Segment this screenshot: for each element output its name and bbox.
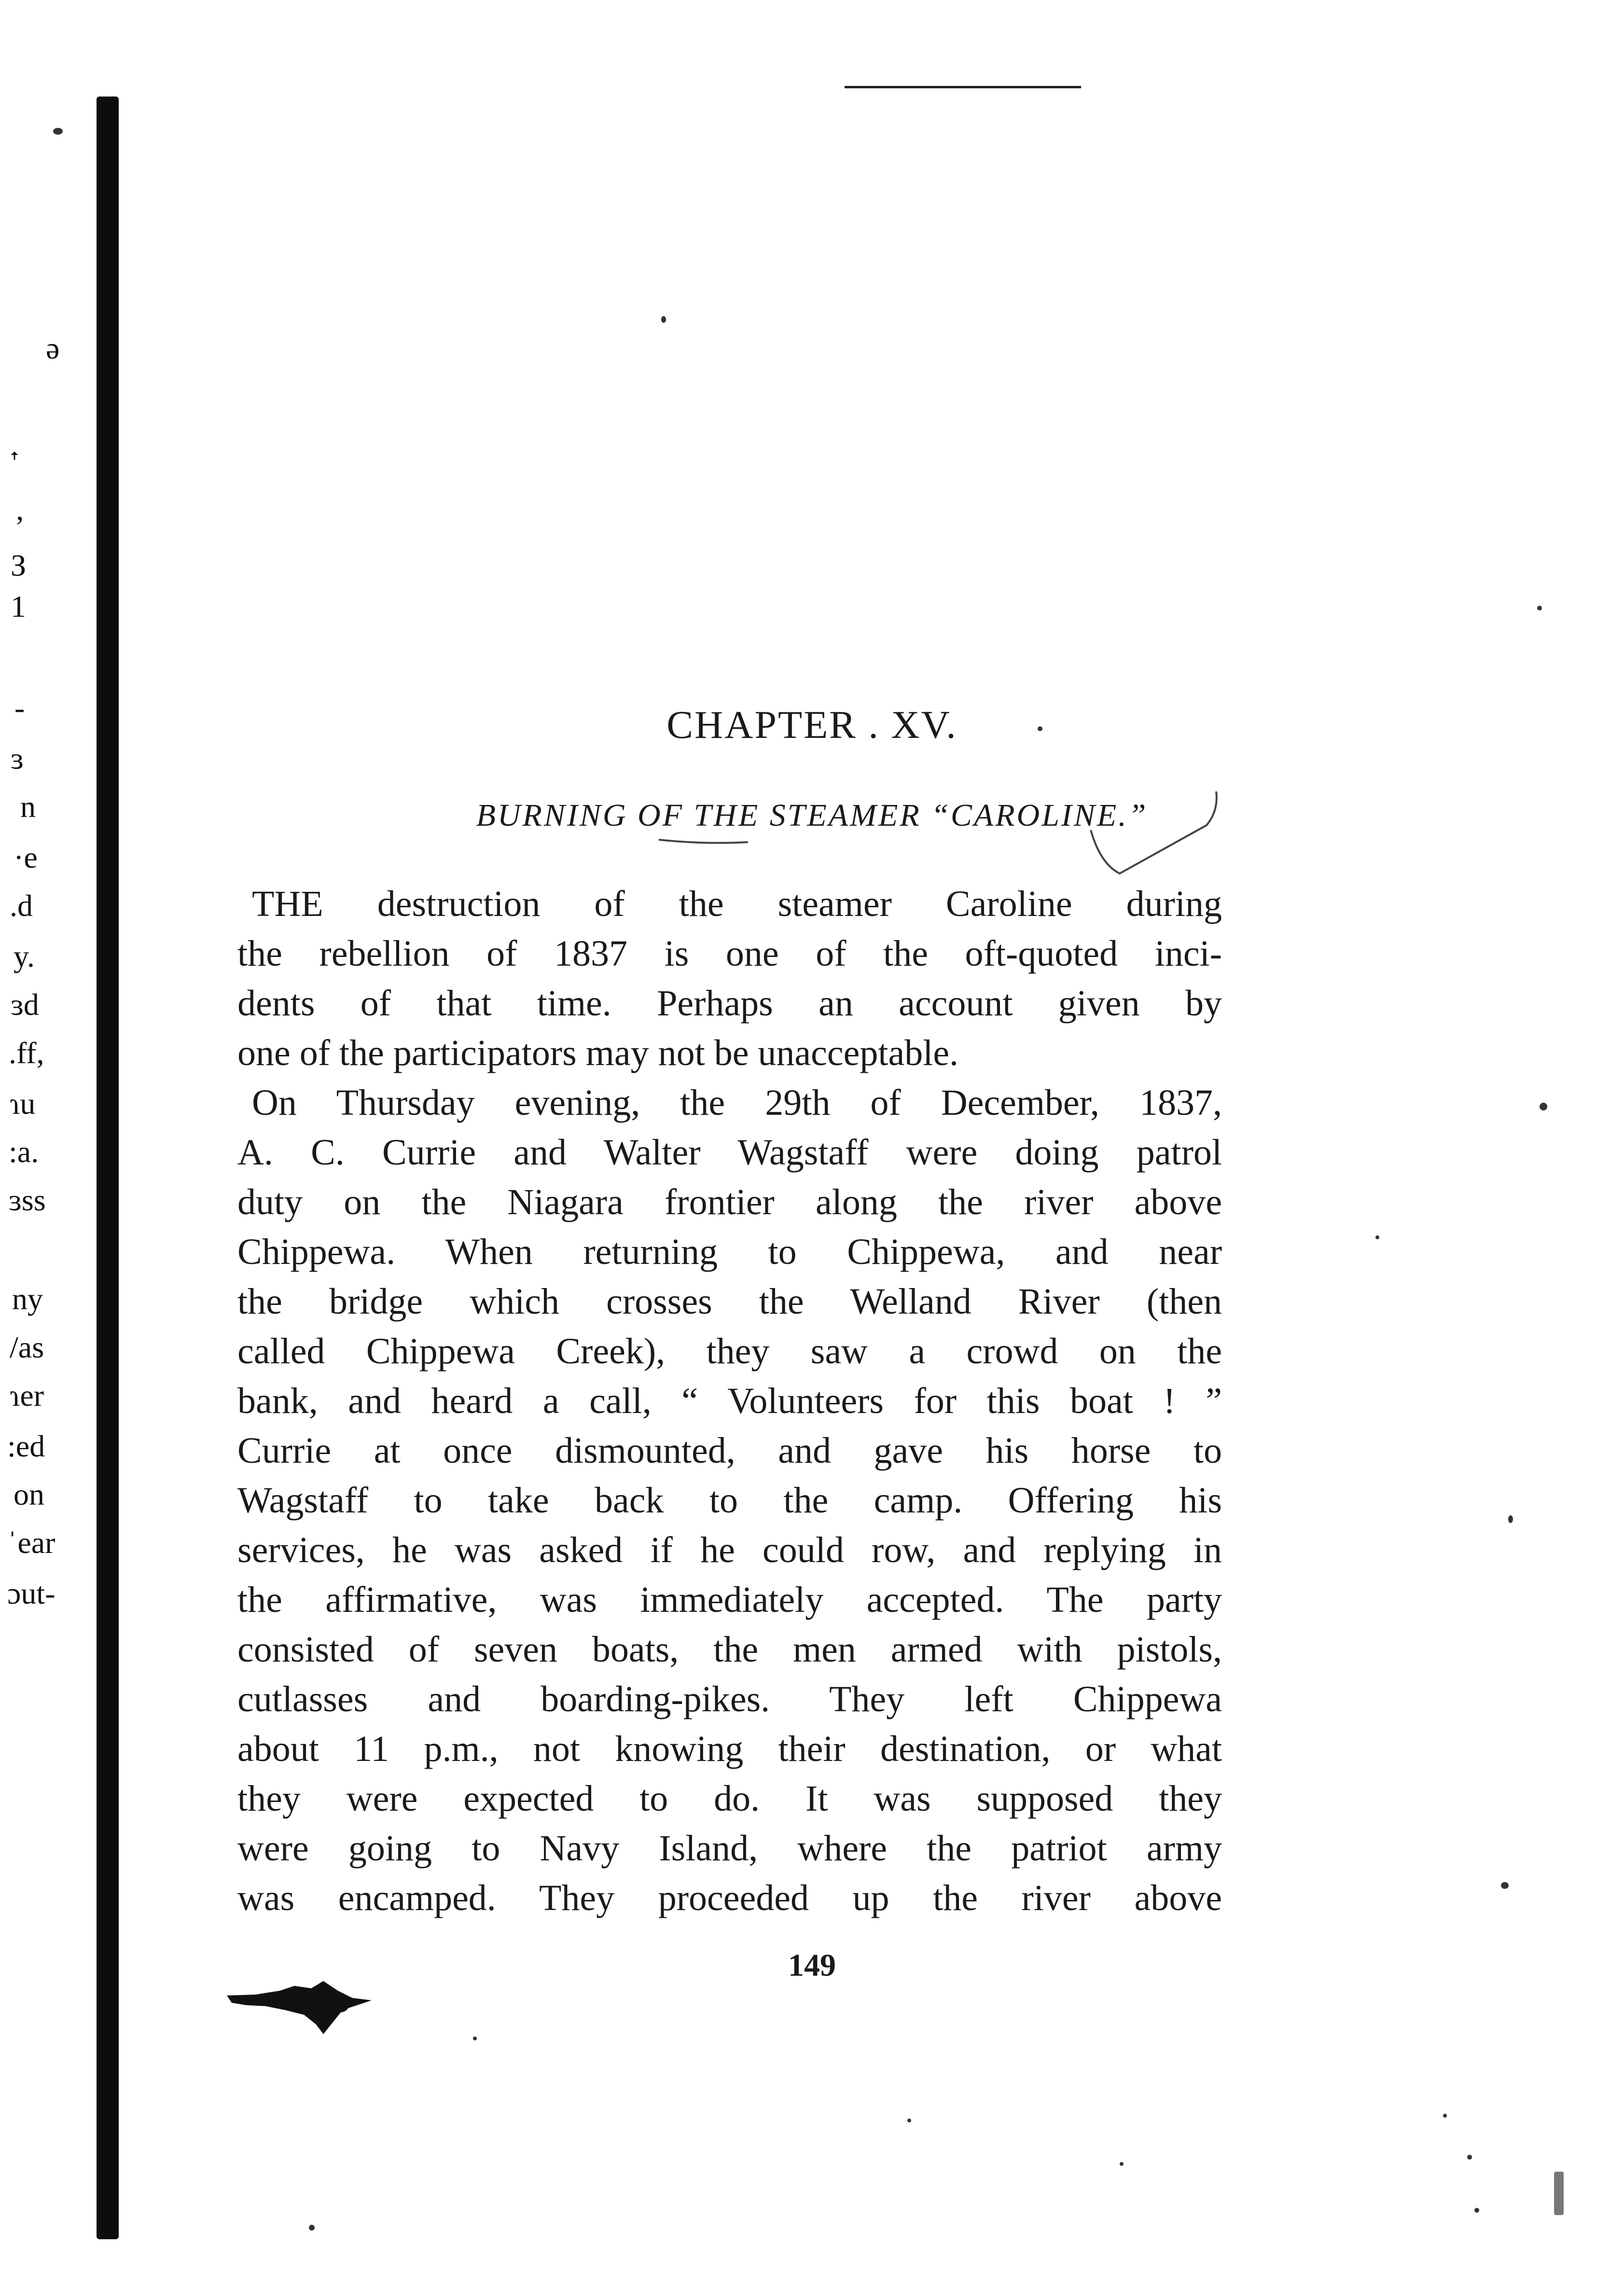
speck bbox=[1540, 1103, 1547, 1110]
bleed-fragment: on bbox=[14, 1477, 44, 1511]
speck bbox=[661, 316, 666, 323]
speck bbox=[473, 2037, 477, 2040]
bleed-fragment: ɿer bbox=[10, 1378, 44, 1413]
bleed-fragment: ә bbox=[46, 331, 60, 365]
text-line: about 11 p.m., not knowing their destination, or what bbox=[237, 1729, 1222, 1769]
text-line: the bridge which crosses the Welland River (then bbox=[237, 1281, 1222, 1322]
speck bbox=[907, 2119, 911, 2122]
text-line: dents of that time. Perhaps an account given by bbox=[237, 983, 1222, 1024]
bleed-fragment: 1 bbox=[11, 589, 26, 624]
pencil-checkmark bbox=[1081, 791, 1226, 888]
binding-gutter-shadow bbox=[97, 97, 119, 2239]
speck bbox=[1508, 1515, 1513, 1523]
speck bbox=[1375, 1235, 1379, 1239]
bleed-fragment: З bbox=[11, 548, 27, 582]
speck bbox=[1038, 726, 1042, 731]
text-line: the affirmative, was immediately accepted. The party bbox=[237, 1580, 1222, 1620]
bleed-fragment: y. bbox=[14, 939, 35, 973]
text-line: duty on the Niagara frontier along the river above bbox=[237, 1182, 1222, 1222]
text-line: consisted of seven boats, the men armed with pistols, bbox=[237, 1629, 1222, 1670]
speck bbox=[1443, 2114, 1447, 2118]
bleed-fragment: n bbox=[20, 790, 36, 824]
text-line: called Chippewa Creek), they saw a crowd on the bbox=[237, 1331, 1222, 1372]
bleed-fragment: .ff, bbox=[9, 1036, 44, 1070]
speck bbox=[1554, 2172, 1564, 2215]
bleed-fragment: :a. bbox=[9, 1135, 39, 1169]
facing-page-bleed bbox=[0, 0, 97, 2273]
chapter-heading: CHAPTER . XV. bbox=[666, 703, 958, 747]
text-line: On Thursday evening, the 29th of December, 1837, bbox=[252, 1082, 1222, 1123]
speck bbox=[1501, 1882, 1509, 1889]
text-line: Chippewa. When returning to Chippewa, and near bbox=[237, 1232, 1222, 1272]
text-line: cutlasses and boarding-pikes. They left Chippewa bbox=[237, 1679, 1222, 1719]
text-line: were going to Navy Island, where the patriot army bbox=[237, 1828, 1222, 1869]
text-line: services, he was asked if he could row, and replying in bbox=[237, 1530, 1222, 1570]
speck bbox=[53, 128, 63, 135]
bleed-fragment: ’ bbox=[14, 510, 25, 544]
speck bbox=[1537, 606, 1542, 610]
text-line: one of the participators may not be unacceptable. bbox=[237, 1033, 959, 1073]
bleed-fragment: :ed bbox=[7, 1429, 45, 1463]
bleed-fragment: ˈear bbox=[7, 1525, 56, 1560]
bleed-fragment: ɜ bbox=[11, 741, 24, 776]
pencil-mark bbox=[656, 830, 753, 849]
body-text bbox=[237, 879, 1222, 1923]
text-line: A. C. Currie and Walter Wagstaff were doing patrol bbox=[237, 1132, 1222, 1173]
text-line: THE destruction of the steamer Caroline during bbox=[252, 884, 1222, 924]
text-line: bank, and heard a call, “ Volunteers for this boat ! ” bbox=[237, 1381, 1222, 1421]
text-line: the rebellion of 1837 is one of the oft-quoted inci- bbox=[237, 933, 1222, 974]
bleed-fragment: ɜss bbox=[9, 1183, 46, 1217]
text-line: was encamped. They proceeded up the river above bbox=[237, 1878, 1222, 1918]
speck bbox=[1120, 2162, 1124, 2166]
page-number: 149 bbox=[788, 1948, 836, 1983]
bleed-fragment: ny bbox=[12, 1282, 43, 1316]
text-line: Currie at once dismounted, and gave his horse to bbox=[237, 1430, 1222, 1471]
bleed-fragment: - bbox=[14, 691, 25, 725]
bleed-fragment: .d bbox=[10, 888, 33, 923]
text-line: Wagstaff to take back to the camp. Offering his bbox=[237, 1480, 1222, 1521]
speck bbox=[1467, 2155, 1472, 2160]
bleed-fragment: ɔut- bbox=[7, 1576, 56, 1610]
ink-blot bbox=[227, 1976, 381, 2053]
speck bbox=[1474, 2208, 1479, 2213]
chapter-subtitle: BURNING OF THE STEAMER “CAROLINE.” bbox=[476, 798, 1148, 833]
bleed-fragment: /as bbox=[10, 1330, 44, 1364]
bleed-fragment: ·e bbox=[14, 840, 38, 874]
speck bbox=[309, 2225, 315, 2231]
bleed-fragment: ɿu bbox=[10, 1086, 36, 1121]
bleed-fragment: ɜd bbox=[11, 987, 39, 1022]
header-rule bbox=[845, 86, 1081, 88]
text-line: they were expected to do. It was supposed they bbox=[237, 1778, 1222, 1819]
bleed-fragment: ꜛ bbox=[10, 452, 19, 474]
